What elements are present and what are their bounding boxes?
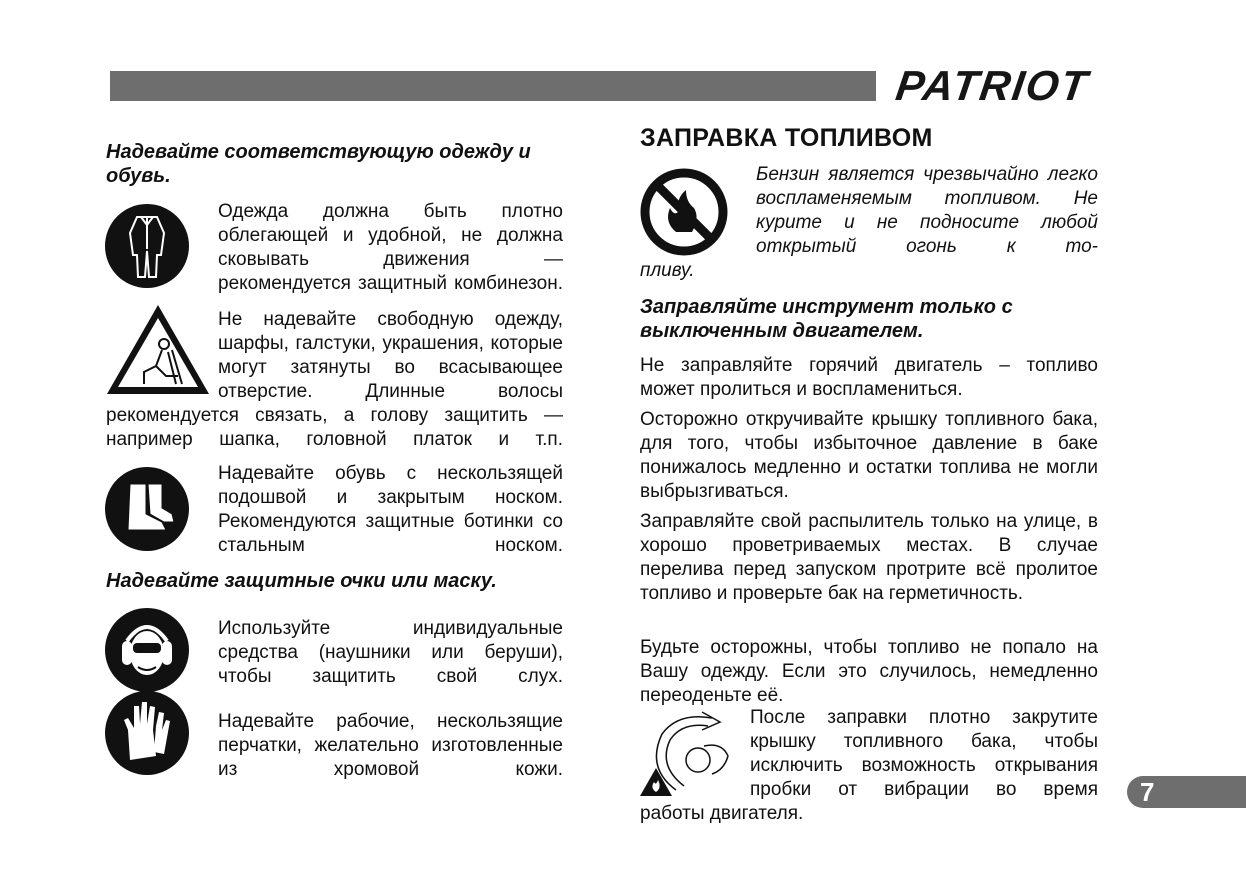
boot-icon bbox=[104, 466, 190, 552]
fuel-heading: ЗАПРАВКА ТОПЛИВОМ bbox=[640, 124, 933, 152]
fuel-cap-icon bbox=[636, 708, 740, 798]
page-number: 7 bbox=[1140, 777, 1155, 807]
clothes-text: Будьте осторожны, чтобы топливо не попало на Вашу одежду. Если это случилось, немедленно переоденьте её. bbox=[640, 637, 1098, 706]
gasoline-text: Бензин является чрезвычайно легко воспламеняемым топливом. Не курите и не подносите любой открытый огонь к то- bbox=[756, 164, 1098, 257]
entanglement-warning-icon bbox=[104, 302, 212, 396]
hot-engine-text: Не заправляйте горячий двигатель – топливо может пролиться и воспламениться. bbox=[640, 355, 1098, 400]
hair-text: рекомендуется связать, а голову защитить — например шапка, головной платок и т.п. bbox=[106, 405, 563, 450]
outdoor-text: Заправляйте свой распылитель только на улице, в хорошо проветриваемых местах. В случае перелива перед запуском протрите всё пролитое топливо и проверьте бак на герметичность. bbox=[640, 511, 1098, 604]
glasses-heading: Надевайте защитные очки или маску. bbox=[106, 570, 497, 592]
gasoline-text-end: пливу. bbox=[640, 260, 695, 281]
gloves-text: Надевайте рабочие, нескользящие перчатки, желательно изготовленные из хромовой кожи. bbox=[218, 711, 563, 780]
header-bar bbox=[110, 71, 876, 101]
coverall-icon bbox=[104, 203, 190, 289]
clothing-heading: Надевайте соответствующую одежду и обувь. bbox=[106, 141, 531, 187]
cap-text: Осторожно откручивайте крышку топливного бака, для того, чтобы избыточное давление в баке понижалось медленно и остатки топлива не могли выбрызгиваться. bbox=[640, 409, 1098, 502]
tighten-text: После заправки плотно закрутите крышку топливного бака, чтобы исключить возможность открывания пробки от вибрации во время bbox=[750, 707, 1098, 800]
loose-clothing-text: Не надевайте свободную одежду, шарфы, галстуки, украшения, которые могут затянуты во всасывающее отверстие. Длинные волосы bbox=[218, 309, 563, 402]
gloves-icon bbox=[104, 690, 190, 776]
refuel-heading: Заправляйте инструмент только с выключенным двигателем. bbox=[640, 296, 1013, 342]
clothing-text: Одежда должна быть плотно облегающей и удобной, не должна сковывать движения — рекомендуется защитный комбинезон. bbox=[218, 201, 563, 294]
brand-logo: PATRIOT bbox=[893, 62, 1092, 109]
hearing-text: Используйте индивидуальные средства (наушники или беруши), чтобы защитить свой слух. bbox=[218, 618, 563, 687]
goggles-earmuffs-icon bbox=[104, 607, 190, 693]
no-fire-icon bbox=[640, 168, 728, 256]
shoes-text: Надевайте обувь с нескользящей подошвой и закрытым носком. Рекомендуются защитные ботинки со стальным носком. bbox=[218, 463, 563, 556]
tighten-text-end: работы двигателя. bbox=[640, 803, 804, 824]
